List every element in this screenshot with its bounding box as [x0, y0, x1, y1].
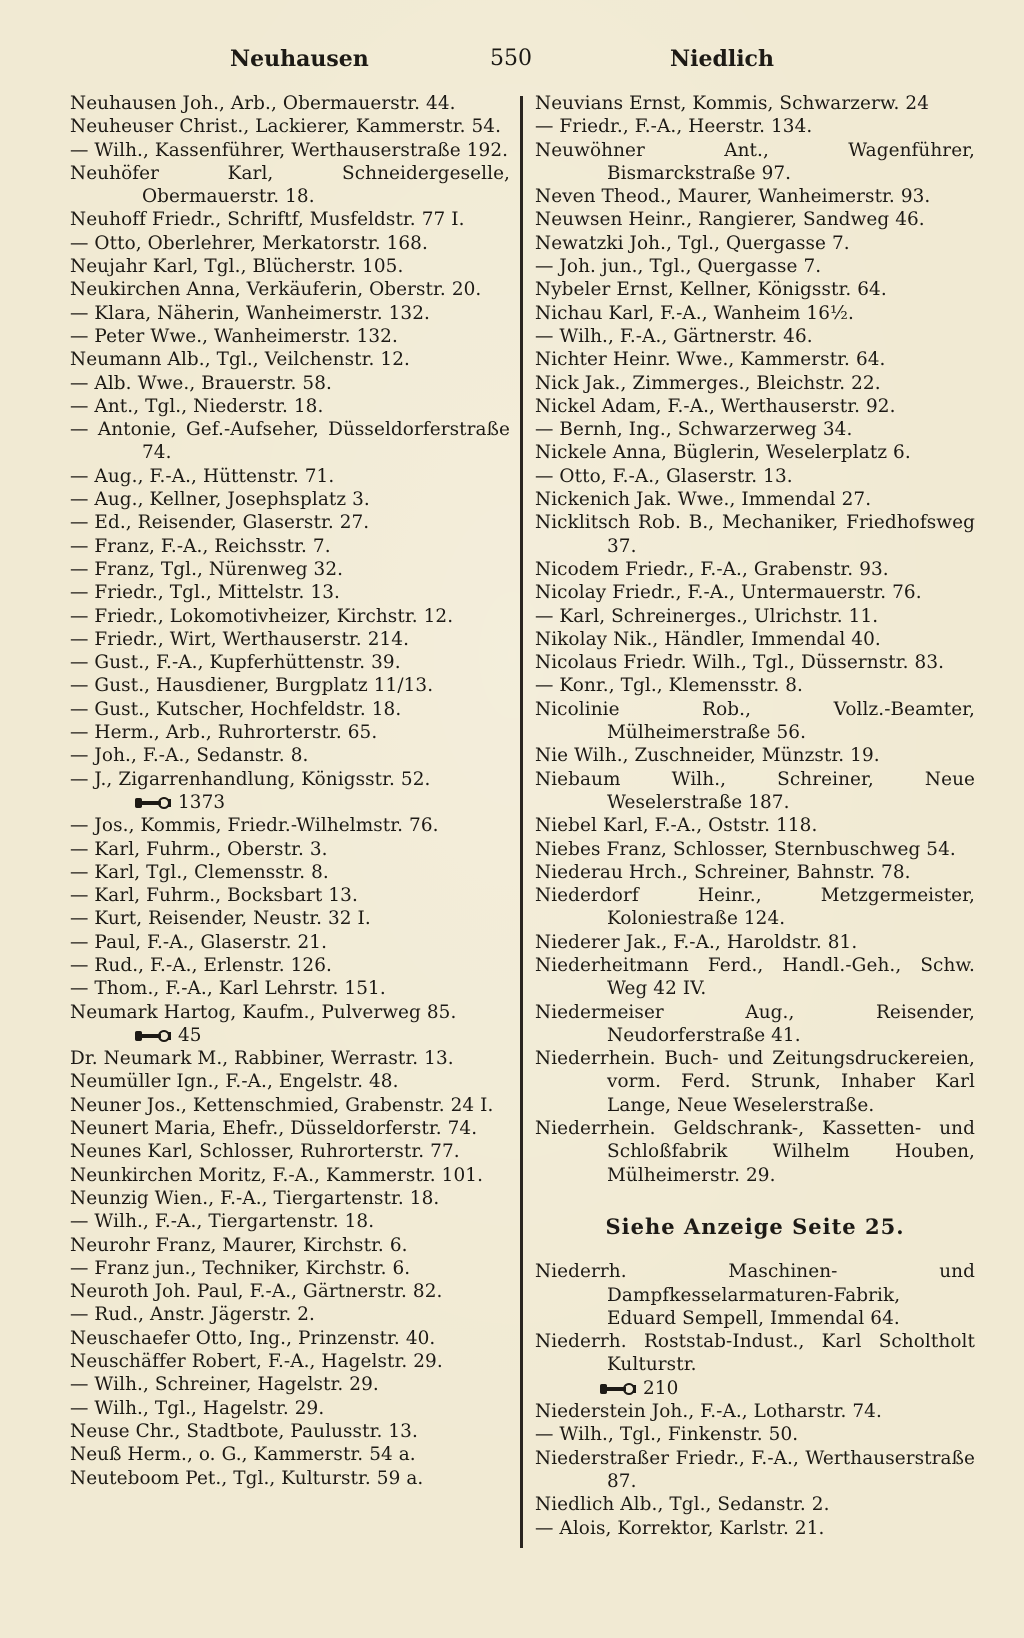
directory-entry [535, 372, 975, 395]
directory-entry [70, 1094, 510, 1117]
entry-text: — Gust., F.-A., Kupferhüttenstr. 39. [70, 652, 401, 674]
entry-text: Neuschäffer Robert, F.-A., Hagelstr. 29. [70, 1351, 443, 1373]
directory-entry [535, 348, 975, 371]
directory-entry [535, 1517, 975, 1540]
entry-text: Nickele Anna, Büglerin, Weselerplatz 6. [535, 442, 911, 464]
entry-text: Neuhöfer Karl, Schneidergeselle, Obermauerstr. 18. [70, 162, 510, 208]
telephone-number [70, 791, 510, 814]
entry-text: Niebes Franz, Schlosser, Sternbuschweg 54. [535, 838, 956, 860]
entry-text: — Joh., F.-A., Sedanstr. 8. [70, 745, 309, 767]
entry-text: Neunert Maria, Ehefr., Düsseldorferstr. 74. [70, 1118, 478, 1140]
entry-text: Niederrhein. Geldschrank-, Kassetten- und Schloßfabrik Wilhelm Houben, Mülheimerstr. 29. [535, 1118, 975, 1186]
entry-text: Neuhausen Joh., Arb., Obermauerstr. 44. [70, 93, 456, 114]
entry-text: Neuteboom Pet., Tgl., Kulturstr. 59 a. [70, 1467, 424, 1489]
directory-entry [70, 115, 510, 138]
entry-text: — Aug., F.-A., Hüttenstr. 71. [70, 465, 335, 487]
header-right-keyword: Niedlich [670, 46, 774, 72]
directory-entry [70, 1047, 510, 1070]
entry-text: Nie Wilh., Zuschneider, Münzstr. 19. [535, 745, 880, 767]
directory-entry [535, 768, 975, 815]
directory-entry [70, 395, 510, 418]
entry-text: — Peter Wwe., Wanheimerstr. 132. [70, 325, 398, 347]
directory-entry [535, 674, 975, 697]
entry-text: Nick Jak., Zimmerges., Bleichstr. 22. [535, 372, 881, 394]
entry-text: — Bernh, Ing., Schwarzerweg 34. [535, 419, 853, 441]
directory-entry [70, 954, 510, 977]
directory-entry [70, 721, 510, 744]
entry-text: Nickel Adam, F.-A., Werthauserstr. 92. [535, 395, 896, 417]
entry-text: — Otto, F.-A., Glaserstr. 13. [535, 465, 793, 487]
entry-text: Nicolaus Friedr. Wilh., Tgl., Düssernstr. 83. [535, 652, 945, 674]
entry-text: Neunzig Wien., F.-A., Tiergartenstr. 18. [70, 1187, 440, 1209]
directory-entry [70, 1280, 510, 1303]
directory-entry [70, 814, 510, 837]
entry-text: — Klara, Näherin, Wanheimerstr. 132. [70, 302, 430, 324]
entry-text: Neuß Herm., o. G., Kammerstr. 54 a. [70, 1444, 416, 1466]
directory-entry [70, 372, 510, 395]
entry-text: — Wilh., Schreiner, Hagelstr. 29. [70, 1374, 379, 1396]
entry-text: — Alois, Korrektor, Karlstr. 21. [535, 1517, 825, 1539]
directory-entry [70, 931, 510, 954]
directory-entry [535, 115, 975, 138]
entry-text: Neunes Karl, Schlosser, Ruhrorterstr. 77. [70, 1141, 460, 1163]
directory-entry [70, 535, 510, 558]
entry-text: — Wilh., Kassenführer, Werthauserstraße 192. [70, 139, 509, 161]
entry-text: Neuheuser Christ., Lackierer, Kammerstr. 54. [70, 116, 502, 138]
entry-text: Neuner Jos., Kettenschmied, Grabenstr. 24 I. [70, 1094, 494, 1116]
directory-entry [535, 605, 975, 628]
entry-text: — Kurt, Reisender, Neustr. 32 I. [70, 908, 371, 930]
directory-entry [70, 1001, 510, 1024]
directory-entry [70, 1327, 510, 1350]
directory-entry [70, 698, 510, 721]
directory-entry [535, 232, 975, 255]
directory-entry [535, 838, 975, 861]
entry-text: Nickenich Jak. Wwe., Immendal 27. [535, 489, 872, 511]
directory-entry [70, 1234, 510, 1257]
entry-text: Neurohr Franz, Maurer, Kirchstr. 6. [70, 1234, 408, 1256]
directory-entry [70, 232, 510, 255]
directory-entry [535, 511, 975, 558]
entry-text: Neunkirchen Moritz, F.-A., Kammerstr. 101. [70, 1164, 484, 1186]
entry-text: Niederrh. Maschinen- und Dampfkesselarmaturen-Fabrik, Eduard Sempell, Immendal 64. [535, 1261, 975, 1329]
entry-text: Nichter Heinr. Wwe., Kammerstr. 64. [535, 349, 886, 371]
entry-text: Neuroth Joh. Paul, F.-A., Gärtnerstr. 82. [70, 1281, 443, 1303]
directory-entry [535, 92, 975, 115]
directory-entry [70, 488, 510, 511]
entry-text: — Thom., F.-A., Karl Lehrstr. 151. [70, 978, 386, 1000]
directory-entry [70, 1397, 510, 1420]
directory-entry [70, 278, 510, 301]
directory-entry [70, 1443, 510, 1466]
directory-entry [70, 1187, 510, 1210]
entry-text: Niebaum Wilh., Schreiner, Neue Weselerstraße 187. [535, 768, 975, 813]
directory-entry [70, 1350, 510, 1373]
telephone-number [70, 1024, 510, 1047]
page-number: 550 [490, 46, 532, 71]
directory-entry [70, 418, 510, 465]
entry-text: — Alb. Wwe., Brauerstr. 58. [70, 372, 332, 394]
entry-text: — Wilh., Tgl., Hagelstr. 29. [70, 1397, 325, 1419]
entry-text: Niederstraßer Friedr., F.-A., Werthauserstraße 87. [535, 1447, 975, 1492]
directory-entry [535, 1447, 975, 1494]
entry-text: — Franz jun., Techniker, Kirchstr. 6. [70, 1257, 411, 1279]
directory-entry [535, 884, 975, 931]
directory-entry [70, 768, 510, 791]
entry-text: — Antonie, Gef.-Aufseher, Düsseldorferstraße 74. [70, 419, 510, 464]
entry-text: Niederdorf Heinr., Metzgermeister, Koloniestraße 124. [535, 885, 975, 930]
directory-entry [70, 1467, 510, 1490]
entry-text: — Herm., Arb., Ruhrorterstr. 65. [70, 722, 378, 744]
directory-entry [535, 1400, 975, 1423]
directory-entry [70, 325, 510, 348]
entry-text: — Konr., Tgl., Klemensstr. 8. [535, 675, 804, 697]
entry-text: — Wilh., F.-A., Gärtnerstr. 46. [535, 325, 813, 347]
entry-text: Niederheitmann Ferd., Handl.-Geh., Schw. Weg 42 IV. [535, 954, 975, 1000]
directory-entry [535, 1493, 975, 1516]
entry-text: — Jos., Kommis, Friedr.-Wilhelmstr. 76. [70, 815, 439, 837]
directory-entry [535, 185, 975, 208]
directory-entry [70, 651, 510, 674]
directory-entry [535, 441, 975, 464]
directory-entry [535, 278, 975, 301]
directory-entry [70, 884, 510, 907]
directory-entry [70, 1117, 510, 1140]
directory-entry [70, 1373, 510, 1396]
entry-text: Neumüller Ign., F.-A., Engelstr. 48. [70, 1071, 399, 1093]
directory-entry [535, 814, 975, 837]
directory-entry [70, 208, 510, 231]
directory-entry [70, 1257, 510, 1280]
entry-text: Nicolinie Rob., Vollz.-Beamter, Mülheimerstraße 56. [535, 698, 975, 744]
directory-entry [70, 1164, 510, 1187]
directory-entry [535, 1330, 975, 1377]
entry-text: Nicodem Friedr., F.-A., Grabenstr. 93. [535, 558, 889, 580]
entry-text: Niebel Karl, F.-A., Oststr. 118. [535, 815, 818, 837]
directory-entry [70, 162, 510, 209]
telephone-number-value: 1373 [178, 791, 226, 813]
directory-entry [535, 698, 975, 745]
entry-text: — Aug., Kellner, Josephsplatz 3. [70, 489, 370, 511]
column-divider [520, 96, 523, 1548]
header-left-keyword: Neuhausen [230, 46, 369, 72]
directory-entry [70, 838, 510, 861]
directory-entry [535, 1117, 975, 1187]
directory-entry [535, 208, 975, 231]
entry-text: Dr. Neumark M., Rabbiner, Werrastr. 13. [70, 1048, 454, 1070]
entry-text: Nikolay Nik., Händler, Immendal 40. [535, 628, 881, 650]
directory-entry [70, 1070, 510, 1093]
directory-entry [535, 488, 975, 511]
directory-entry [535, 558, 975, 581]
entry-text: — Ant., Tgl., Niederstr. 18. [70, 395, 324, 417]
entry-text: Neuwsen Heinr., Rangierer, Sandweg 46. [535, 209, 925, 231]
entry-text: Neuse Chr., Stadtbote, Paulusstr. 13. [70, 1420, 418, 1442]
entry-text: — Rud., Anstr. Jägerstr. 2. [70, 1304, 315, 1326]
entry-text: — Otto, Oberlehrer, Merkatorstr. 168. [70, 232, 428, 254]
entry-text: — Karl, Fuhrm., Oberstr. 3. [70, 838, 328, 860]
entry-text: — J., Zigarrenhandlung, Königsstr. 52. [70, 768, 431, 790]
entry-text: — Paul, F.-A., Glaserstr. 21. [70, 931, 328, 953]
directory-entry [535, 255, 975, 278]
entry-text: — Rud., F.-A., Erlenstr. 126. [70, 954, 332, 976]
entry-text: Neuvians Ernst, Kommis, Schwarzerw. 24 [535, 93, 930, 114]
entry-text: Neven Theod., Maurer, Wanheimerstr. 93. [535, 186, 931, 208]
directory-entry [70, 92, 510, 115]
entry-text: — Wilh., F.-A., Tiergartenstr. 18. [70, 1211, 375, 1233]
entry-text: Neumark Hartog, Kaufm., Pulverweg 85. [70, 1001, 457, 1023]
directory-entry [535, 418, 975, 441]
telephone-number [535, 1377, 975, 1400]
directory-entry [70, 348, 510, 371]
entry-text: — Karl, Schreinerges., Ulrichstr. 11. [535, 605, 879, 627]
entry-text: — Friedr., Tgl., Mittelstr. 13. [70, 582, 340, 604]
directory-entry [535, 325, 975, 348]
directory-entry [535, 139, 975, 186]
entry-text: Nicolay Friedr., F.-A., Untermauerstr. 76. [535, 582, 922, 604]
telephone-icon [134, 1029, 172, 1043]
directory-entry [535, 1047, 975, 1117]
entry-text: Niederrhein. Buch- und Zeitungsdruckereien, vorm. Ferd. Strunk, Inhaber Karl Lange, Neue Weselerstraße. [535, 1048, 975, 1116]
directory-entry [535, 581, 975, 604]
entry-text: Neujahr Karl, Tgl., Blücherstr. 105. [70, 256, 404, 278]
directory-entry [70, 1140, 510, 1163]
directory-entry [535, 628, 975, 651]
telephone-icon [134, 796, 172, 810]
directory-entry [535, 744, 975, 767]
entry-text: Neukirchen Anna, Verkäuferin, Oberstr. 20. [70, 279, 482, 301]
entry-text: Nybeler Ernst, Kellner, Königsstr. 64. [535, 279, 887, 301]
entry-text: — Wilh., Tgl., Finkenstr. 50. [535, 1424, 799, 1446]
entry-text: Newatzki Joh., Tgl., Quergasse 7. [535, 232, 850, 254]
page-header [70, 40, 774, 74]
directory-entry [535, 931, 975, 954]
entry-text: Neuschaefer Otto, Ing., Prinzenstr. 40. [70, 1327, 436, 1349]
directory-entry [70, 511, 510, 534]
entry-text: Niederau Hrch., Schreiner, Bahnstr. 78. [535, 861, 911, 883]
directory-entry [70, 907, 510, 930]
directory-entry [535, 861, 975, 884]
directory-entry [535, 1260, 975, 1330]
telephone-number-value: 45 [178, 1024, 202, 1046]
directory-entry [535, 1001, 975, 1048]
entry-text: — Friedr., F.-A., Heerstr. 134. [535, 116, 813, 138]
entry-text: Neuwöhner Ant., Wagenführer, Bismarckstraße 97. [535, 139, 975, 184]
entry-text: Neumann Alb., Tgl., Veilchenstr. 12. [70, 349, 410, 371]
directory-entry [535, 465, 975, 488]
entry-text: Niederstein Joh., F.-A., Lotharstr. 74. [535, 1401, 882, 1423]
entry-text: Niedlich Alb., Tgl., Sedanstr. 2. [535, 1494, 830, 1516]
entry-text: — Karl, Tgl., Clemensstr. 8. [70, 861, 329, 883]
entry-text: Niederer Jak., F.-A., Haroldstr. 81. [535, 931, 858, 953]
entry-text: — Joh. jun., Tgl., Quergasse 7. [535, 256, 822, 278]
telephone-number-value: 210 [643, 1377, 679, 1399]
entry-text: — Friedr., Lokomotivheizer, Kirchstr. 12. [70, 605, 454, 627]
entry-text: Nichau Karl, F.-A., Wanheim 16½. [535, 302, 854, 324]
directory-entry [70, 628, 510, 651]
entry-text: Neuhoff Friedr., Schriftf, Musfeldstr. 77 I. [70, 209, 465, 231]
directory-entry [70, 581, 510, 604]
directory-entry [535, 395, 975, 418]
directory-entry [70, 255, 510, 278]
entry-text: — Gust., Hausdiener, Burgplatz 11/13. [70, 675, 434, 697]
directory-entry [70, 1303, 510, 1326]
entry-text: — Ed., Reisender, Glaserstr. 27. [70, 512, 370, 534]
directory-entry [70, 1210, 510, 1233]
entry-text: Nicklitsch Rob. B., Mechaniker, Friedhofsweg 37. [535, 512, 975, 557]
directory-entry [70, 558, 510, 581]
entry-text: — Gust., Kutscher, Hochfeldstr. 18. [70, 698, 402, 720]
directory-entry [70, 977, 510, 1000]
directory-entry [70, 861, 510, 884]
entry-text: Niederrh. Roststab-Indust., Karl Scholtholt Kulturstr. [535, 1331, 975, 1376]
directory-entry [70, 605, 510, 628]
directory-entry [70, 465, 510, 488]
directory-entry [535, 954, 975, 1001]
directory-entry [535, 651, 975, 674]
entry-text: Niedermeiser Aug., Reisender, Neudorferstraße 41. [535, 1001, 975, 1046]
directory-entry [70, 139, 510, 162]
entry-text: — Franz, F.-A., Reichsstr. 7. [70, 535, 331, 557]
directory-entry [535, 302, 975, 325]
directory-entry [70, 302, 510, 325]
advertisement-notice: Siehe Anzeige Seite 25. [605, 1213, 905, 1239]
directory-entry [70, 1420, 510, 1443]
directory-entry [70, 744, 510, 767]
telephone-icon [599, 1382, 637, 1396]
entry-text: — Friedr., Wirt, Werthauserstr. 214. [70, 628, 410, 650]
left-column [70, 92, 510, 1490]
directory-entry [70, 674, 510, 697]
entry-text: — Franz, Tgl., Nürenweg 32. [70, 558, 344, 580]
directory-entry [535, 1423, 975, 1446]
right-column [535, 92, 975, 1540]
entry-text: — Karl, Fuhrm., Bocksbart 13. [70, 885, 358, 907]
